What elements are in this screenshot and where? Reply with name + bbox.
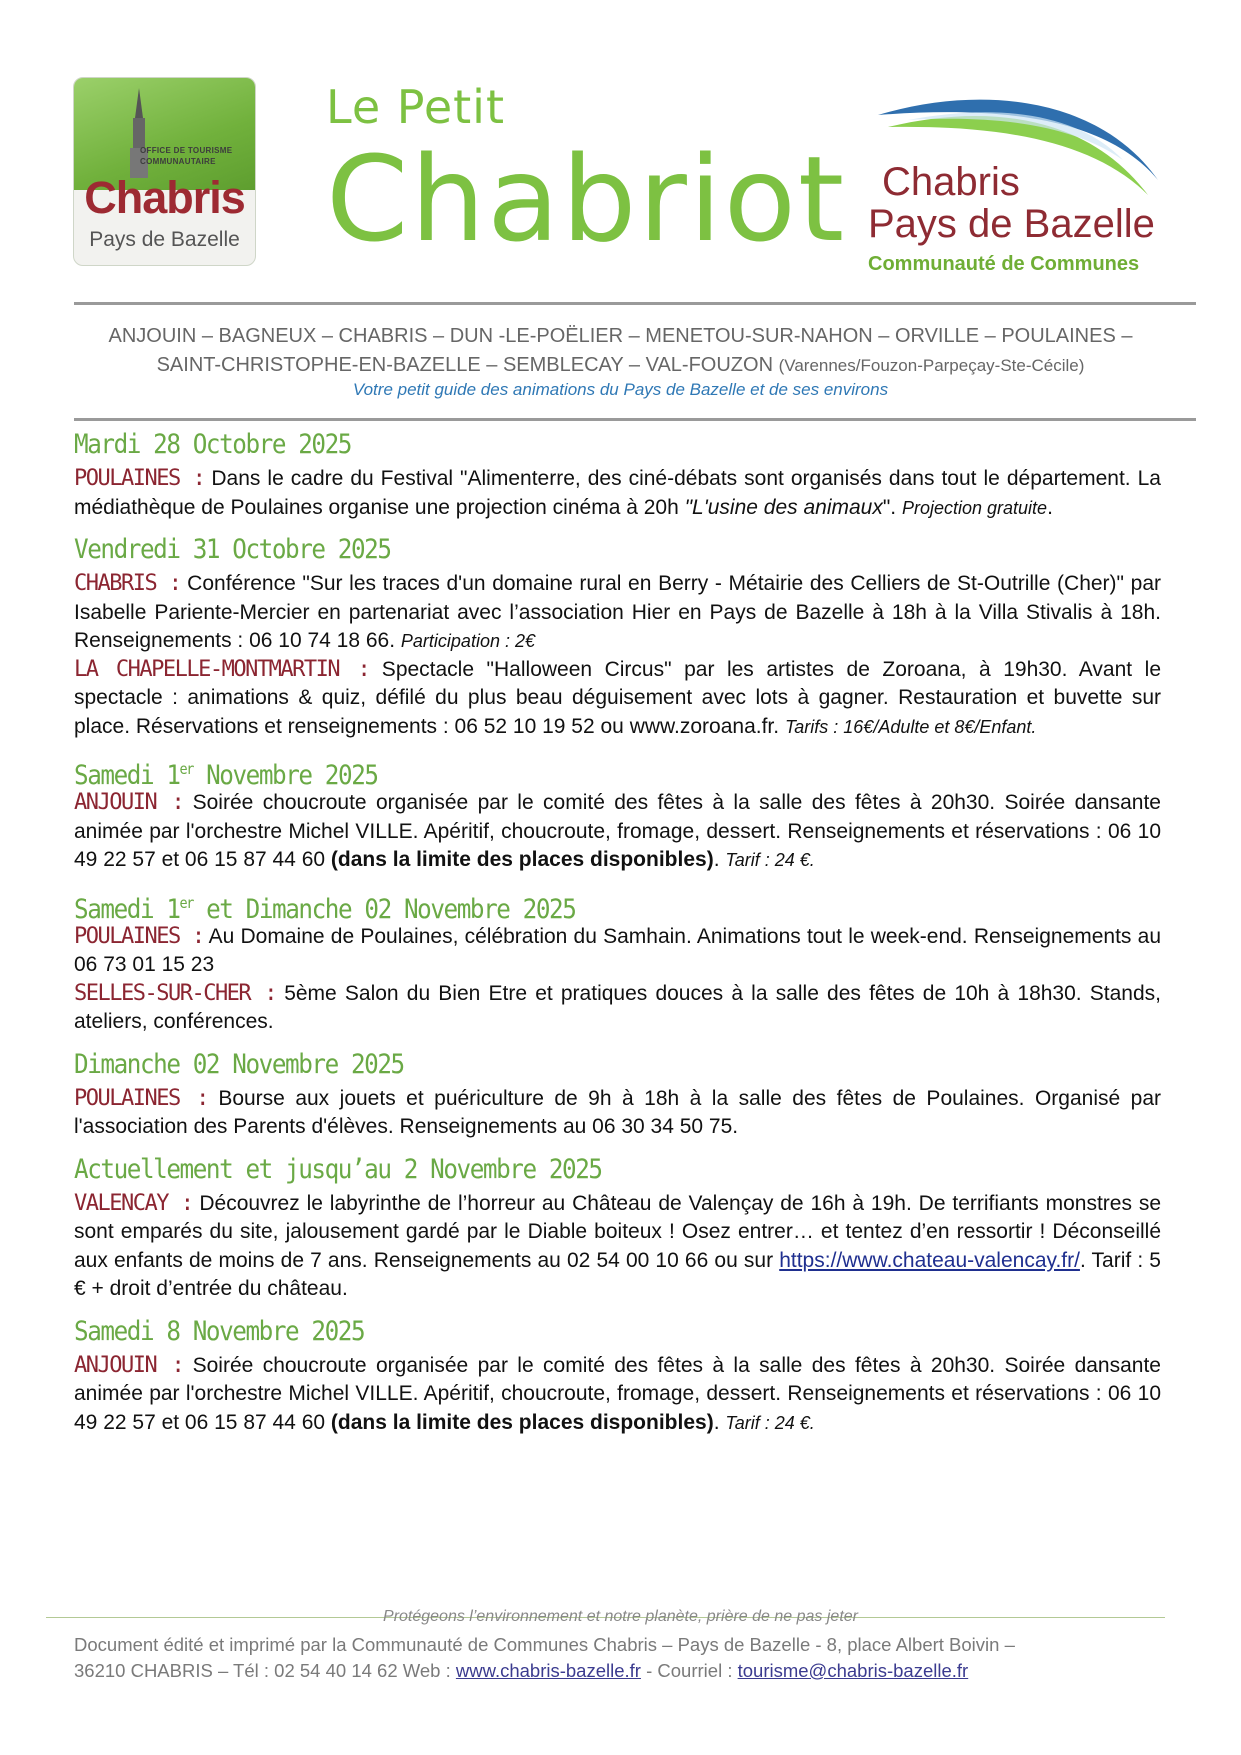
logo-brand: Chabris [84,172,245,223]
event-date-post: Novembre 2025 [192,760,378,791]
title-le-petit: Le Petit [326,80,505,134]
office-tourisme-logo [73,77,256,266]
communes-list [60,322,1181,380]
event-italic-note: Projection gratuite [901,497,1048,518]
event-text: Bourse aux jouets et puériculture de 9h à 18h à la salle des fêtes de Poulaines. Organisé par l'association des Parents d'élèves. Renseignements au 06 30 34 50 75. [74,1086,1162,1138]
event-text: Au Domaine de Poulaines, célébration du Samhain. Animations tout le week-end. Renseignements au 06 73 01 15 23 [74,924,1161,976]
event-italic-title: "L'usine des animaux [684,495,883,519]
event-entry [74,923,1161,980]
event-date [74,883,1052,923]
event-entry [74,1085,1161,1142]
event-date: Vendredi 31 Octobre 2025 [74,534,391,565]
header-divider [74,302,1196,305]
events-list [74,425,1161,1437]
event-entry [74,570,1161,656]
event-entry [74,980,1161,1037]
event-italic-note: Tarifs : 16€/Adulte et 8€/Enfant. [784,716,1037,737]
event-text-2: . [713,848,726,871]
event-date-pre: Samedi 1 [74,760,180,791]
event-date-post: et Dimanche 02 Novembre 2025 [192,893,576,925]
event-entry [74,789,1161,875]
logo-right-line3: Communauté de Communes [868,253,1140,275]
event-text-2: ". [882,495,902,519]
event-place: VALENCAY : [74,1190,193,1216]
event-date-sup: er [179,760,193,778]
event-place: SELLES-SUR-CHER : [74,980,277,1006]
event-place: CHABRIS : [74,571,181,596]
event-text: Soirée choucroute organisée par le comité des fêtes à la salle des fêtes à 20h30. Soirée dansante animée par l'orchestre Michel VILLE. Apéritif, choucroute, fromage, dessert. Renseignements et réservations : 06 10 49 22 57 et 06 15 87 44 60 [74,1353,1161,1434]
event-place: ANJOUIN : [74,1352,184,1378]
event-text: 5ème Salon du Bien Etre et pratiques douces à la salle des fêtes de 10h à 18h30. Stands, ateliers, conférences. [74,981,1162,1033]
event-entry [74,1190,1161,1304]
footer-note: Protégeons l’environnement et notre planète, prière de ne pas jeter [383,1608,858,1625]
footer-email-label: - Courriel : [640,1660,738,1681]
logo-right-line1: Chabris [882,160,1020,204]
event-text-3: . [1047,495,1053,519]
event-place: POULAINES : [74,1085,208,1111]
tagline: Votre petit guide des animations du Pays de Bazelle et de ses environs [352,380,889,399]
communes-line2-main: SAINT-CHRISTOPHE-EN-BAZELLE – SEMBLECAY – VAL-FOUZON [156,354,774,376]
event-place: POULAINES : [74,466,205,491]
footer-web-link[interactable]: www.chabris-bazelle.fr [455,1660,641,1681]
logo-subtitle: Pays de Bazelle [89,228,240,251]
event-date: Samedi 8 Novembre 2025 [74,1315,365,1347]
event-text: Découvrez le labyrinthe de l’horreur au Château de Valençay de 16h à 19h. De terrifiants monstres se sont emparés du site, jalousement gardé par le Diable boiteux ! Osez entrer… et tentez d’en ressortir ! Déconseillé aux enfants de moins de 7 ans. Renseignements au 02 54 00 10 66 ou sur [74,1191,1161,1272]
communes-line1: ANJOUIN – BAGNEUX – CHABRIS – DUN -LE-POËLIER – MENETOU-SUR-NAHON – ORVILLE – POULAINES – [108,325,1133,347]
event-text: Conférence "Sur les traces d'un domaine rural en Berry - Métairie des Celliers de St-Outrille (Cher)" par Isabelle Pariente-Mercier en partenariat avec l’association Hier en Pays de Bazelle à 18h à la Villa Stivalis à 18h. Renseignements : 06 10 74 18 66. [74,572,1161,652]
footer-email-link[interactable]: tourisme@chabris-bazelle.fr [737,1660,969,1681]
logo-office-line1: OFFICE DE TOURISME [140,146,233,155]
event-entry [74,465,1161,522]
event-place: ANJOUIN : [74,790,184,815]
event-text-2: . [713,1410,726,1434]
footer-publisher [74,1632,1174,1684]
event-text: Spectacle "Halloween Circus" par les artistes de Zoroana, à 19h30. Avant le spectacle : animations & quiz, défilé du plus beau déguisement avec lots à gagner. Restauration et buvette sur place. Réservations et renseignements : 06 52 10 19 52 ou www.zoroana.fr. [74,657,1162,738]
communes-line2 [60,351,1181,380]
event-place: LA CHAPELLE-MONTMARTIN : [74,656,370,682]
event-place: POULAINES : [74,923,204,949]
event-text: Dans le cadre du Festival "Alimenterre, des ciné-débats sont organisés dans tout le département. La médiathèque de Poulaines organise une projection cinéma à 20h [74,467,1161,519]
tagline-divider [74,418,1196,421]
event-date: Dimanche 02 Novembre 2025 [74,1048,404,1080]
event-entry [74,1352,1161,1438]
chateau-valencay-link[interactable]: https://www.chateau-valencay.fr/ [779,1248,1080,1272]
footer-line1: Document édité et imprimé par la Communauté de Communes Chabris – Pays de Bazelle - 8, place Albert Boivin – [74,1634,1015,1655]
event-date [74,749,1052,789]
event-bold-note: (dans la limite des places disponibles) [330,848,714,871]
event-text-2: . Tarif : 5 € + droit d’entrée du château. [74,1248,1161,1300]
event-entry [74,656,1161,742]
footer-line2 [74,1658,1174,1684]
event-date-pre: Samedi 1 [74,893,180,925]
event-date-sup: er [179,893,193,912]
communes-line2-small: (Varennes/Fouzon-Parpeçay-Ste-Cécile) [778,356,1085,375]
event-text: Soirée choucroute organisée par le comité des fêtes à la salle des fêtes à 20h30. Soirée dansante animée par l'orchestre Michel VILLE. Apéritif, choucroute, fromage, dessert. Renseignements et réservations : 06 10 49 22 57 et 06 15 87 44 60 [74,791,1161,871]
event-italic-note: Tarif : 24 €. [725,850,815,870]
event-date: Actuellement et jusqu’au 2 Novembre 2025 [74,1153,602,1185]
event-bold-note: (dans la limite des places disponibles) [330,1410,714,1434]
event-italic-note: Tarif : 24 €. [725,1412,815,1433]
page-title: Chabriot [326,130,847,268]
event-italic-note: Participation : 2€ [400,631,535,651]
logo-right-line2: Pays de Bazelle [868,202,1155,246]
communaute-communes-logo [868,85,1188,285]
event-date: Mardi 28 Octobre 2025 [74,429,351,460]
footer-phone: 36210 CHABRIS – Tél : 02 54 40 14 62 Web : [74,1660,456,1681]
logo-office-line2: COMMUNAUTAIRE [140,157,216,166]
